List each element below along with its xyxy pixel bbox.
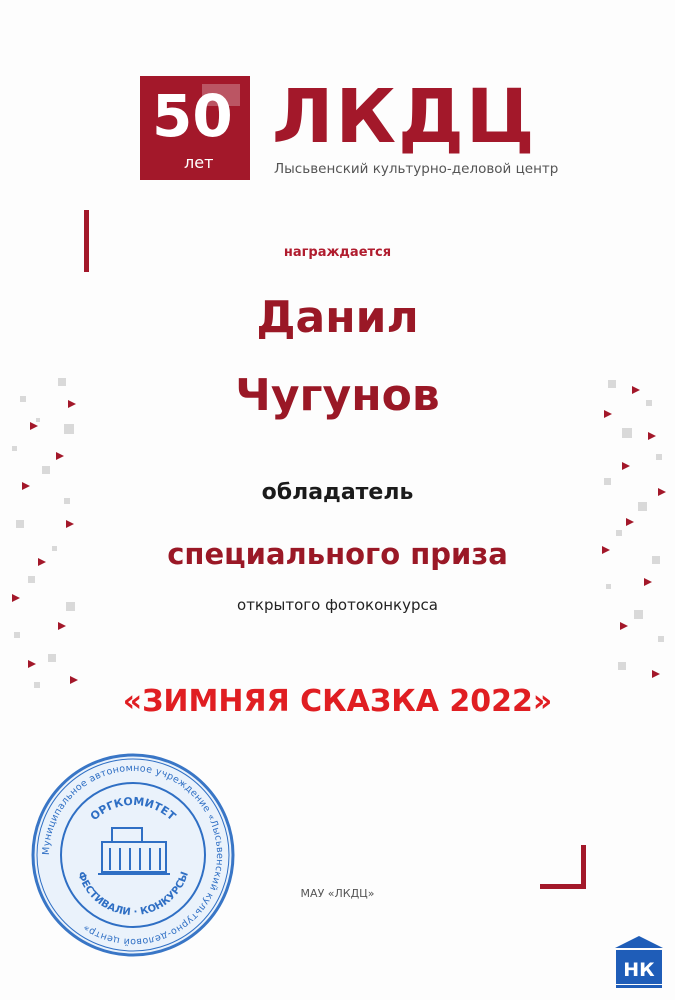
building-logo-icon bbox=[612, 933, 666, 989]
anniversary-50-icon bbox=[140, 76, 250, 180]
recipient-last-name: Чугунов bbox=[235, 370, 440, 421]
footer-organization: МАУ «ЛКДЦ» bbox=[300, 887, 375, 900]
stamp-top-text: ОРГКОМИТЕТ bbox=[87, 794, 179, 824]
anniversary-word: лет bbox=[184, 153, 214, 172]
frame-accent-right bbox=[581, 845, 586, 889]
seal-icon bbox=[28, 750, 238, 960]
anniversary-logo-block bbox=[140, 76, 250, 180]
frame-accent-left bbox=[84, 210, 89, 272]
holder-label: обладатель bbox=[261, 480, 414, 505]
prize-title: специального приза bbox=[167, 537, 508, 571]
awarded-label: награждается bbox=[283, 245, 392, 260]
anniversary-number: 50 bbox=[152, 82, 233, 150]
stamp-bottom-text: ФЕСТИВАЛИ · КОНКУРСЫ bbox=[75, 870, 191, 919]
corner-logo-text: НК bbox=[623, 959, 655, 981]
recipient-first-name: Данил bbox=[256, 292, 419, 343]
stamp-ring-text: Муниципальное автономное учреждение «Лысьвенский культурно-деловой центр» bbox=[40, 762, 226, 948]
logo-subtitle: Лысьвенский культурно-деловой центр bbox=[274, 161, 559, 177]
contest-type: открытого фотоконкурса bbox=[237, 596, 438, 614]
logo-title: ЛКДЦ bbox=[272, 74, 537, 160]
contest-name: «ЗИМНЯЯ СКАЗКА 2022» bbox=[122, 684, 553, 719]
